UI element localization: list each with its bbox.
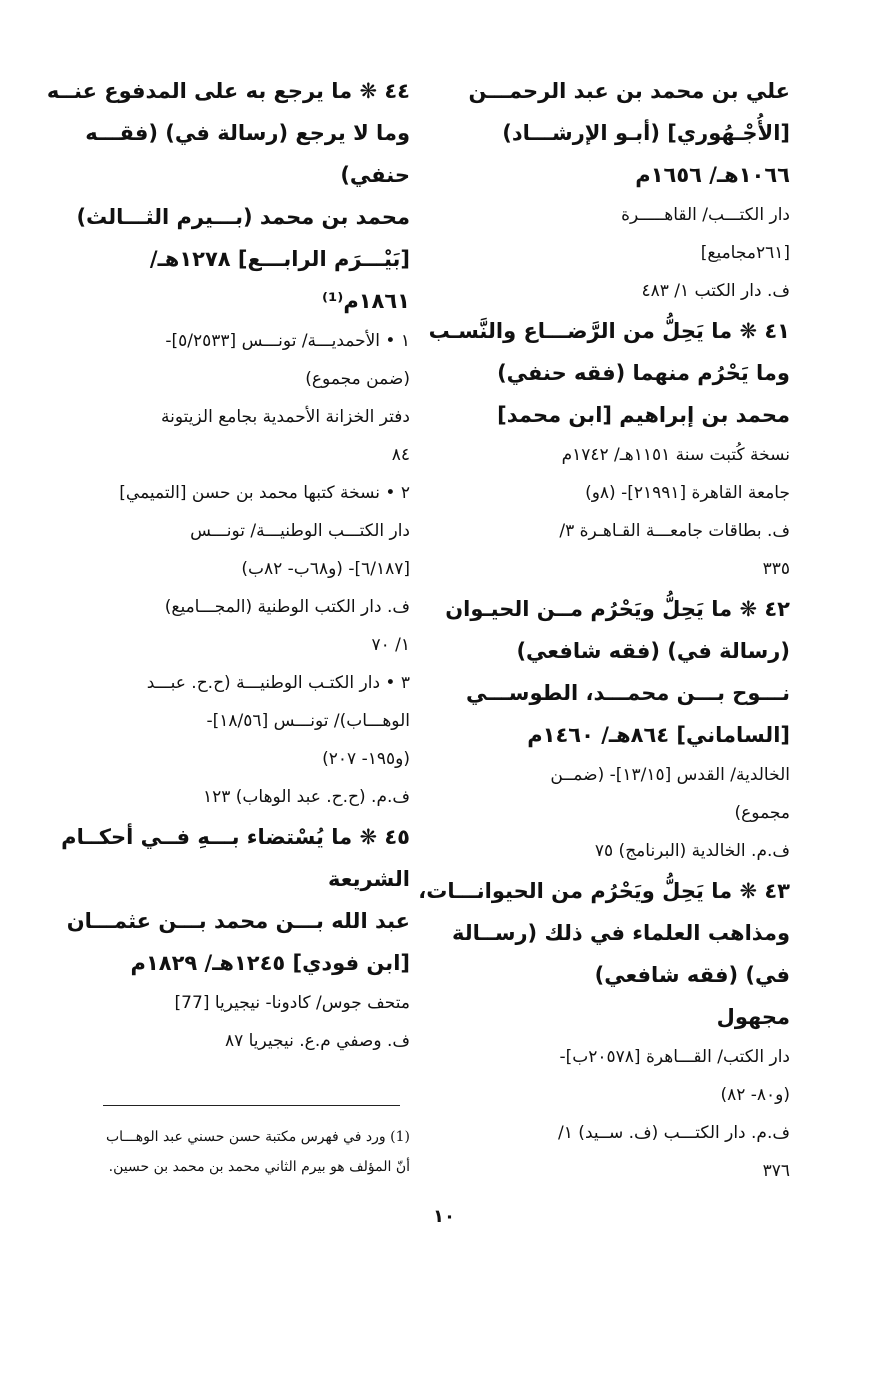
catalog-reference: ف.م. (ح.ح. عبد الوهاب) ١٢٣ (202, 787, 410, 807)
library-reference: مجموع) (734, 803, 790, 823)
entry-title-45: ٤٥ ❋ ما يُسْتضاء بـــهِ فــي أحكــام (61, 825, 410, 849)
entry-title: ومذاهب العلماء في ذلك (رســالة (451, 921, 790, 945)
entry-author: [بَيْـــرَم الرابـــع] ١٢٧٨هـ/ (149, 247, 410, 271)
library-reference: دار الكتـــب/ القاهـــــرة (621, 205, 790, 225)
author-line: علي بن محمد بن عبد الرحمـــن (468, 79, 790, 103)
copy-note: نسخة كُتبت سنة ١١٥١هـ/ ١٧٤٢م (561, 445, 790, 465)
library-reference: [٢٦١مجاميع] (700, 243, 790, 263)
entry-author: عبد الله بـــن محمد بـــن عثمـــان (66, 909, 410, 933)
footnote-divider (103, 1105, 400, 1106)
author-line: [الأُجْـهُوري] (أبـو الإرشـــاد) (502, 121, 790, 145)
library-reference: جامعة القاهرة [٢١٩٩١]- (٨و) (585, 483, 790, 503)
entry-title: حنفي) (340, 163, 410, 187)
entry-author: نـــوح بـــن محمـــد، الطوســـي (466, 681, 790, 705)
library-reference: [٦/١٨٧]- (و٦٨ب- ٨٢ب) (241, 559, 410, 579)
entry-title-44: ٤٤ ❋ ما يرجع به على المدفوع عنــه (46, 79, 410, 103)
catalog-reference: ف.م. دار الكتـــب (ف. ســيد) ١/ (558, 1123, 790, 1143)
entry-author: [الساماني] ٨٦٤هـ/ ١٤٦٠م (527, 723, 790, 747)
entry-author: محمد بن إبراهيم [ابن محمد] (497, 403, 790, 427)
catalog-reference: ف. بطاقات جامعـــة القـاهـرة ٣/ (559, 521, 790, 541)
entry-title: (رسالة في) (فقه شافعي) (516, 639, 790, 663)
catalog-reference: ف. دار الكتب ١/ ٤٨٣ (641, 281, 790, 301)
library-reference: (و٨٠- ٨٢) (720, 1085, 790, 1105)
library-reference: دار الكتـــب الوطنيـــة/ تونـــس (190, 521, 410, 541)
library-reference: دار الكتب/ القـــاهرة [٢٠٥٧٨ب]- (559, 1047, 790, 1067)
entry-title: وما يَحْرُم منهما (فقه حنفي) (497, 361, 790, 385)
death-date: ١٠٦٦هـ/ ١٦٥٦م (635, 163, 790, 187)
entry-title: في) (فقه شافعي) (594, 963, 790, 987)
copy-item: ٣ • دار الكتـب الوطنيـــة (ح.ح. عبـــد (146, 673, 410, 693)
footnotes (65, 1122, 410, 1182)
library-reference: الخالدية/ القدس [١٣/١٥]- (ضمــن (550, 765, 790, 785)
catalog-reference: ١/ ٧٠ (371, 635, 410, 655)
entry-title-41: ٤١ ❋ ما يَحِلُّ من الرَّضـــاع والنَّسـب (428, 319, 790, 343)
catalog-reference: دفتر الخزانة الأحمدية بجامع الزيتونة (161, 407, 410, 427)
footnote-line: أنّ المؤلف هو بيرم الثاني محمد بن محمد بن حسين. (108, 1159, 410, 1175)
catalog-reference: ف. وصفي م.ع. نيجيريا ٨٧ (224, 1031, 410, 1051)
copy-item: (ضمن مجموع) (305, 369, 410, 389)
copy-item: ٢ • نسخة كتبها محمد بن حسن [التميمي] (119, 483, 410, 503)
catalog-reference: ٨٤ (391, 445, 410, 465)
page-number: ١٠ (433, 1206, 455, 1227)
entry-title: وما لا يرجع (رسالة في) (فقـــه (85, 121, 410, 145)
footnote-line: (1) ورد في فهرس مكتبة حسن حسني عبد الوهـــاب (105, 1129, 410, 1145)
left-column (46, 70, 410, 1060)
entry-title: الشريعة (328, 867, 410, 891)
catalog-reference: ٣٧٦ (762, 1161, 790, 1181)
copy-item: الوهـــاب)/ تونـــس [١٨/٥٦]- (206, 711, 410, 731)
catalog-reference: ف. دار الكتب الوطنية (المجـــاميع) (164, 597, 410, 617)
entry-title-42: ٤٢ ❋ ما يَحِلُّ ويَحْرُم مــن الحيـوان (445, 597, 790, 621)
entry-author: [ابن فودي] ١٢٤٥هـ/ ١٨٢٩م (130, 951, 410, 975)
library-reference: متحف جوس/ كادونا- نيجيريا [77] (174, 993, 410, 1013)
entry-title-43: ٤٣ ❋ ما يَحِلُّ ويَحْرُم من الحيوانـــات، (418, 879, 790, 903)
right-column (418, 70, 790, 1190)
entry-author: محمد بن محمد (بـــيرم الثـــالث) (76, 205, 410, 229)
catalog-reference: ٣٣٥ (762, 559, 790, 579)
copy-item: (و١٩٥- ٢٠٧) (322, 749, 410, 769)
copy-item: ١ • الأحمديـــة/ تونـــس [٥/٢٥٣٣]- (165, 331, 410, 351)
catalog-reference: ف.م. الخالدية (البرنامج) ٧٥ (594, 841, 790, 861)
entry-author: مجهول (716, 1005, 790, 1029)
entry-author: ١٨٦١م⁽¹⁾ (322, 289, 410, 313)
